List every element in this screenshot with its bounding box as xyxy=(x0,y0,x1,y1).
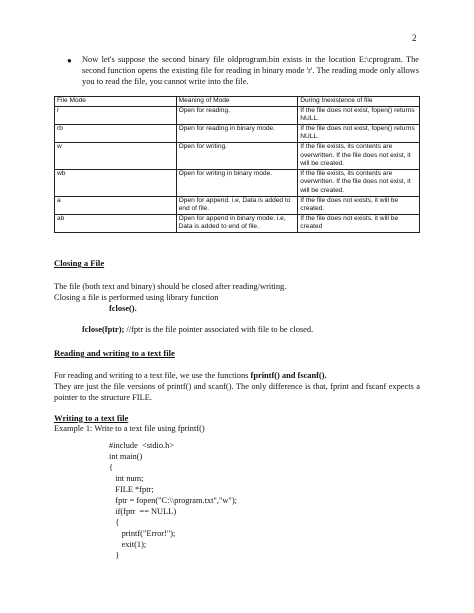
table-cell: a xyxy=(55,196,177,214)
closing-p1: The file (both text and binary) should be closed after reading/writing. xyxy=(54,282,287,291)
table-cell: If the file does not exist, fopen() returns NULL. xyxy=(298,124,420,142)
code-line: FILE *fptr; xyxy=(109,485,154,494)
table-cell: Open for writing. xyxy=(176,142,298,169)
file-mode-table xyxy=(54,96,420,233)
bullet-paragraph: Now let's suppose the second binary file oldprogram.bin exists in the location E:\cprogram. The second function opens the existing file for reading in binary mode 'r'. The reading mode only allows you to read the file, you cannot write into the file. xyxy=(82,55,419,86)
closing-signature xyxy=(82,324,422,335)
table-cell: Open for writing in binary mode. xyxy=(176,169,298,196)
table-cell: w xyxy=(55,142,177,169)
table-row xyxy=(55,142,420,169)
table-row xyxy=(55,124,420,142)
table-row xyxy=(55,196,420,214)
table-cell: If the file does not exists, it will be created. xyxy=(298,196,420,214)
rw-p2: They are just the file versions of printf() and scanf(). The only difference is that, fprint and fscanf expects a pointer to the structure FILE. xyxy=(54,382,420,402)
table-cell: If the file exists, its contents are overwritten. If the file does not exist, it will be created. xyxy=(298,169,420,196)
table-cell: wb xyxy=(55,169,177,196)
table-cell: If the file does not exist, fopen() returns NULL. xyxy=(298,106,420,124)
closing-fn: fclose(). xyxy=(109,304,137,313)
closing-heading: Closing a File xyxy=(54,258,105,268)
rw-p1 xyxy=(54,370,420,381)
table-cell: ab xyxy=(55,214,177,232)
code-line: } xyxy=(109,551,120,560)
table-cell: If the file does not exists, it will be created xyxy=(298,214,420,232)
closing-p2: Closing a file is performed using library function xyxy=(54,293,219,302)
writing-example: Example 1: Write to a text file using fprintf() xyxy=(54,424,205,433)
table-header-cell: File Mode xyxy=(55,97,177,107)
code-line: int main() xyxy=(109,452,143,461)
code-line: exit(1); xyxy=(109,540,147,549)
table-cell: Open for append in binary mode. i.e, Data is added to end of file. xyxy=(176,214,298,232)
table-cell: If the file exists, its contents are overwritten. If the file does not exist, it will be created. xyxy=(298,142,420,169)
table-header-row xyxy=(55,97,420,107)
table-cell: rb xyxy=(55,124,177,142)
table-cell: Open for append. i.e, Data is added to end of file. xyxy=(176,196,298,214)
table-row xyxy=(55,106,420,124)
page-number: 2 xyxy=(412,33,417,43)
code-line: int num; xyxy=(109,474,144,483)
bullet-icon: ● xyxy=(67,56,72,65)
code-line: { xyxy=(109,518,120,527)
table-cell: r xyxy=(55,106,177,124)
table-row xyxy=(55,169,420,196)
table-row xyxy=(55,214,420,232)
code-line: fptr = fopen("C:\\program.txt","w"); xyxy=(109,496,237,505)
table-cell: Open for reading. xyxy=(176,106,298,124)
signature-bold: fclose(fptr); xyxy=(82,325,125,334)
table-cell: Open for reading in binary mode. xyxy=(176,124,298,142)
code-block xyxy=(109,440,237,561)
signature-comment: //fptr is the file pointer associated with file to be closed. xyxy=(124,325,314,334)
rw-p1-bold: fprintf() and fscanf(). xyxy=(250,371,327,380)
rw-p1-text: For reading and writing to a text file, we use the functions xyxy=(54,371,251,380)
table-header-cell: Meaning of Mode xyxy=(176,97,298,107)
rw-heading: Reading and writing to a text file xyxy=(54,348,175,358)
code-line: if(fptr == NULL) xyxy=(109,507,177,516)
writing-heading: Writing to a text file xyxy=(54,413,129,423)
code-line: { xyxy=(109,463,114,472)
table-header-cell: During Inexistence of file xyxy=(298,97,420,107)
code-line: #include <stdio.h> xyxy=(109,441,175,450)
code-line: printf("Error!"); xyxy=(109,529,176,538)
